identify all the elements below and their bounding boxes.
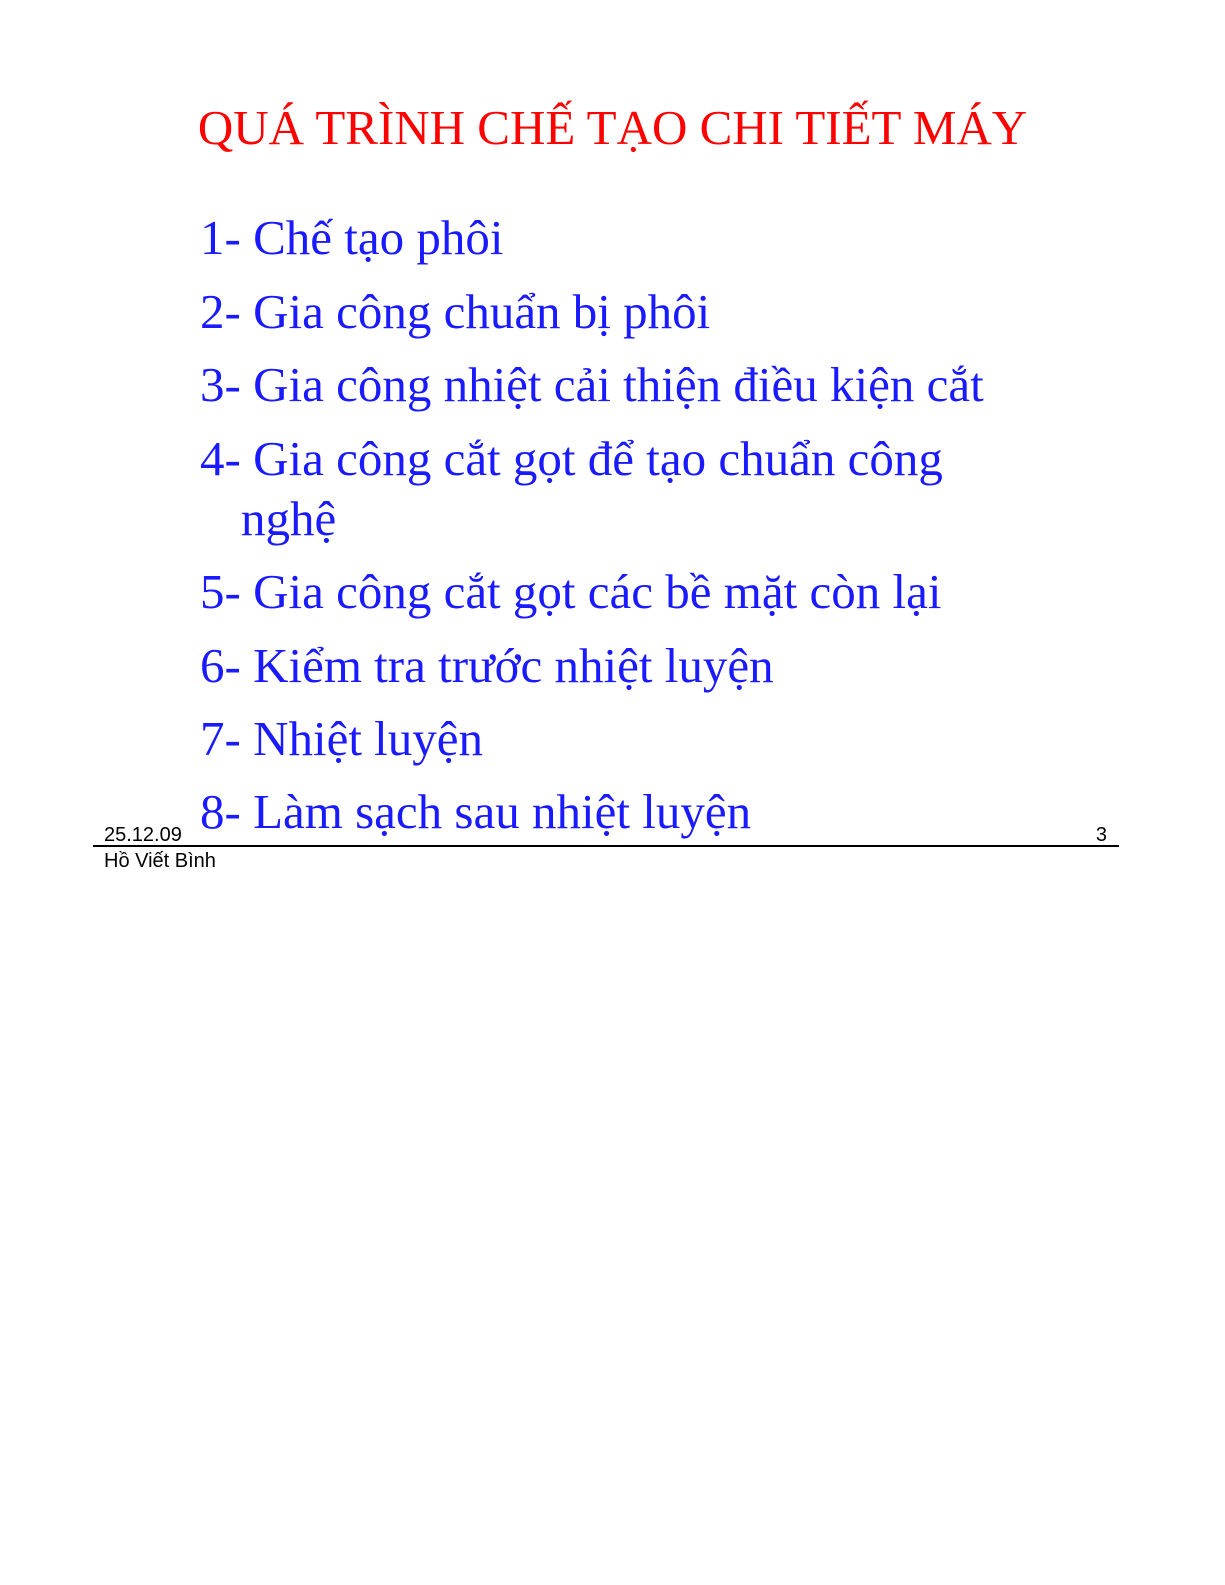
- list-item-step-4: [200, 429, 1160, 549]
- list-item-step-7: [200, 709, 1160, 769]
- list-item-step-5: [200, 562, 1160, 622]
- list-item-step-3: [200, 355, 1160, 415]
- footer-date: 25.12.09: [104, 824, 182, 846]
- page-title: QUÁ TRÌNH CHẾ TẠO CHI TIẾT MÁY: [197, 100, 1028, 155]
- list-item-text: 3- Gia công nhiệt cải thiện điều kiện cắt: [200, 357, 984, 412]
- list-item-text: 5- Gia công cắt gọt các bề mặt còn lại: [200, 564, 942, 619]
- footer-divider: [93, 845, 1119, 847]
- list-item-text: 8- Làm sạch sau nhiệt luyện: [200, 784, 752, 839]
- list-item-step-6: [200, 636, 1160, 696]
- list-item-text: 6- Kiểm tra trước nhiệt luyện: [200, 638, 774, 693]
- list-item-text: 1- Chế tạo phôi: [200, 210, 504, 265]
- list-item-text: 2- Gia công chuẩn bị phôi: [200, 284, 711, 339]
- footer-author: Hồ Viết Bình: [104, 850, 216, 872]
- list-item-step-1: [200, 208, 1160, 268]
- list-item-step-2: [200, 282, 1160, 342]
- list-item-text: 4- Gia công cắt gọt để tạo chuẩn công: [200, 431, 943, 486]
- list-item-text: 7- Nhiệt luyện: [200, 711, 484, 766]
- list-item-step-8: [200, 782, 1160, 842]
- footer-page-number: 3: [1095, 824, 1107, 846]
- list-item-continuation: nghệ: [241, 491, 337, 546]
